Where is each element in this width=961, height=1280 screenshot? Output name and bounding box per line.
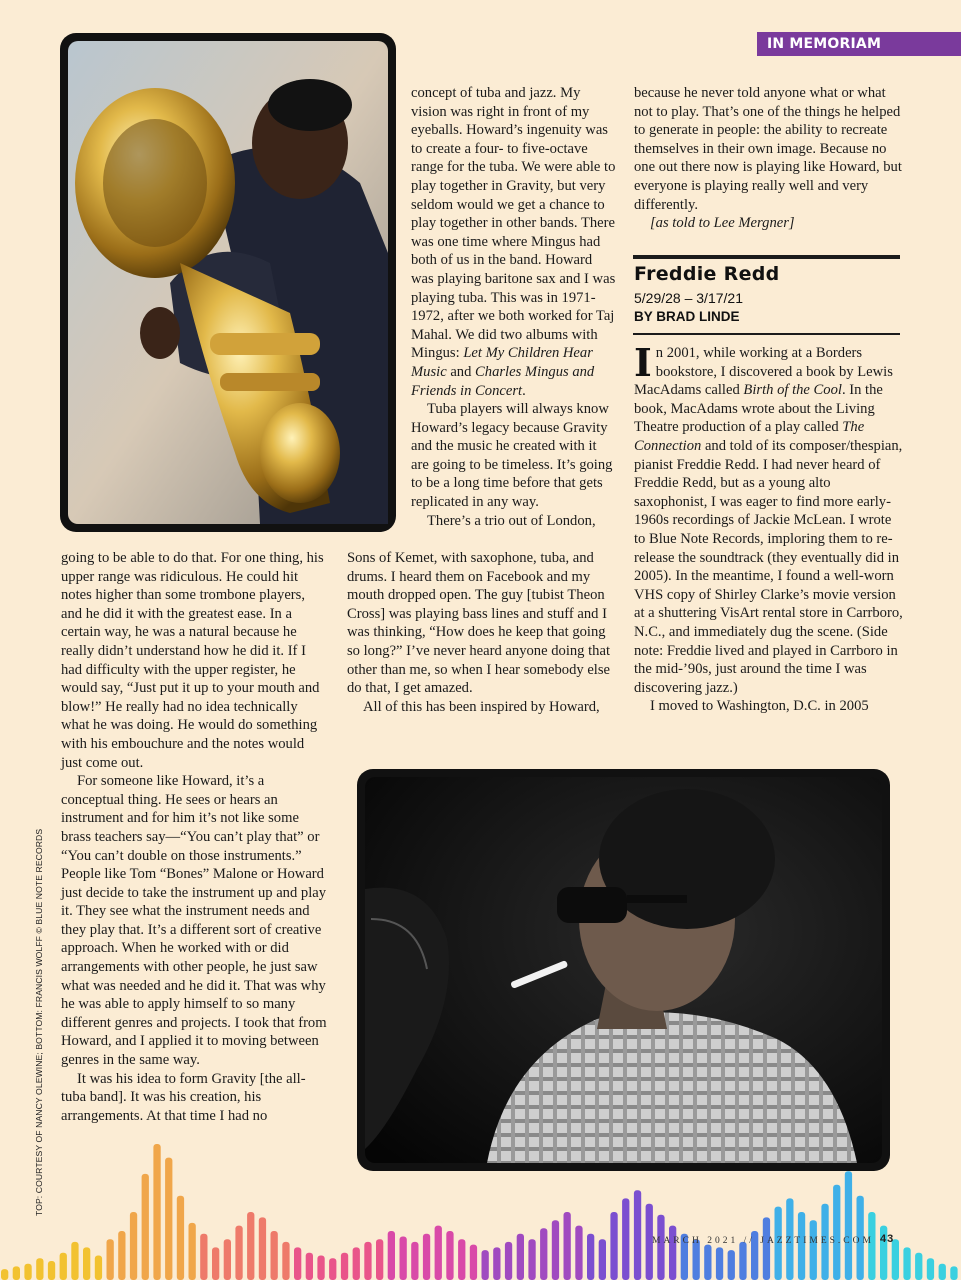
paragraph: Sons of Kemet, with saxophone, tuba, and drums. I heard them on Facebook and my mouth dropped open. The guy [tubist Theon Cross] was playing bass lines and stuff and I was thinking, “How does he keep that going so long?” I’ve never heard anyone doing that other than me, so when I hear somebody else do that, I get amazed. (347, 550, 611, 697)
equalizer-bar (271, 1231, 278, 1280)
obit-name: Freddie Redd (634, 263, 780, 285)
paragraph: I moved to Washington, D.C. in 2005 (650, 698, 869, 715)
equalizer-bar (247, 1212, 254, 1280)
equalizer-bar (458, 1239, 465, 1280)
equalizer-bar (528, 1239, 535, 1280)
equalizer-bar (259, 1217, 266, 1280)
paragraph: Tuba players will always know Howard’s legacy because Gravity and the music he created with it are going to be timeless. It’s going to be a long time before that gets replicated in any way. (411, 401, 613, 511)
equalizer-bar (810, 1220, 817, 1280)
equalizer-bar (739, 1242, 746, 1280)
page-number: 43 (880, 1233, 895, 1245)
equalizer-bar (482, 1250, 489, 1280)
equalizer-bar (763, 1217, 770, 1280)
equalizer-bar (282, 1242, 289, 1280)
section-banner: IN MEMORIAM (757, 32, 961, 56)
equalizer-bar (470, 1245, 477, 1280)
footer-text: MARCH 2021 // JAZZTIMES.COM (652, 1236, 874, 1246)
equalizer-bar (212, 1247, 219, 1280)
paragraph: concept of tuba and jazz. My vision was right in front of my eyeballs. Howard’s ingenuity was to create a four- to five-octave range for the tuba. We were able to play together in Gravity, but very seldom would we get a chance to play together in other bands. There was one time where Mingus had both of us in the band. Howard was playing baritone sax and I was playing tuba. This was in 1971-1972, after we both worked for Taj Mahal. We did two albums with Mingus: Let My Children Hear Music and Charles Mingus and Friends in Concert. (411, 85, 616, 399)
equalizer-bar (728, 1250, 735, 1280)
photo-credit: TOP: COURTESY OF NANCY OLEWINE; BOTTOM: FRANCIS WOLFF © BLUE NOTE RECORDS (34, 828, 44, 1216)
equalizer-bar (599, 1239, 606, 1280)
equalizer-bar (177, 1196, 184, 1280)
equalizer-bar (376, 1239, 383, 1280)
equalizer-bar (189, 1223, 196, 1280)
obit-rule-bottom (633, 333, 900, 335)
equalizer-bar (892, 1239, 899, 1280)
equalizer-bar (423, 1234, 430, 1280)
equalizer-bar (587, 1234, 594, 1280)
equalizer-bar (634, 1190, 641, 1280)
equalizer-bar (704, 1245, 711, 1280)
top-photo (60, 33, 396, 532)
equalizer-bars (0, 1140, 961, 1280)
equalizer-bar (575, 1226, 582, 1280)
equalizer-bar (142, 1174, 149, 1280)
paragraph: going to be able to do that. For one thing, his upper range was ridiculous. He could hit notes higher than some trombone players, and he did it with the greatest ease. In a certain way, he was a natural because he really didn’t understand how he did it. If I had difficulty with the upper register, he would say, “Just put it up to your mouth and blow!” He really had no idea technically what he was doing. He would do something with his embouchure and the notes would just come out. (61, 550, 324, 771)
equalizer-bar (364, 1242, 371, 1280)
equalizer-bar (153, 1144, 160, 1280)
equalizer-bar (224, 1239, 231, 1280)
equalizer-bar (669, 1226, 676, 1280)
equalizer-bar (118, 1231, 125, 1280)
column-1 (61, 549, 328, 1125)
obit-byline: BY BRAD LINDE (634, 309, 740, 324)
equalizer-bar (915, 1253, 922, 1280)
equalizer-bar (564, 1212, 571, 1280)
equalizer-bar (903, 1247, 910, 1280)
equalizer-bar (306, 1253, 313, 1280)
equalizer-bar (798, 1212, 805, 1280)
equalizer-bar (24, 1264, 31, 1280)
equalizer-bar (939, 1264, 946, 1280)
drop-cap: I (634, 340, 652, 385)
equalizer-bar (493, 1247, 500, 1280)
equalizer-bar (411, 1242, 418, 1280)
equalizer-bar (446, 1231, 453, 1280)
equalizer-bar (341, 1253, 348, 1280)
equalizer-bar (95, 1256, 102, 1280)
equalizer-bar (622, 1198, 629, 1280)
equalizer-bar (130, 1212, 137, 1280)
equalizer-bar (13, 1266, 20, 1280)
equalizer-bar (329, 1258, 336, 1280)
equalizer-bar (610, 1212, 617, 1280)
paragraph: In 2001, while working at a Borders bookstore, I discovered a book by Lewis MacAdams called Birth of the Cool. In the book, MacAdams wrote about the Living Theatre production of a play called The Connection and told of its composer/thespian, pianist Freddie Redd. I had never heard of Freddie Redd, but as a young alto saxophonist, I was eager to find more early-1960s recordings of Jackie McLean. I wrote to Blue Note Records, imploring them to re-release the soundtrack (they eventually did in 2005). In the meantime, I found a well-worn VHS copy of Shirley Clarke’s movie version at a shuttering VisArt rental store in Carrboro, N.C., and immediately dug the scene. (Side note: Freddie lived and played in Carrboro in the mid-’90s, just around the time I was discovering jazz.) (634, 340, 903, 696)
equalizer-bar (317, 1256, 324, 1280)
equalizer-bar (294, 1247, 301, 1280)
equalizer-bar (716, 1247, 723, 1280)
equalizer-bar (83, 1247, 90, 1280)
equalizer-bar (657, 1215, 664, 1280)
paragraph: because he never told anyone what or what not to play. That’s one of the things he helped to generate in people: the ability to recreate themselves in their own image. Because no one out there now is playing like Howard, but everyone is playing really well and very differently. (634, 85, 902, 213)
equalizer-bar (165, 1158, 172, 1280)
equalizer-bar (833, 1185, 840, 1280)
bottom-photo (357, 769, 890, 1171)
equalizer-bar (435, 1226, 442, 1280)
equalizer-bar (1, 1269, 8, 1280)
equalizer-bar (552, 1220, 559, 1280)
equalizer-bar (868, 1212, 875, 1280)
equalizer-bar (200, 1234, 207, 1280)
column-3-obit (634, 340, 904, 716)
column-2-top (411, 84, 617, 530)
equalizer-bar (517, 1234, 524, 1280)
equalizer-bar (71, 1242, 78, 1280)
obit-rule-top (633, 255, 900, 259)
equalizer-bar (950, 1266, 957, 1280)
obit-dates: 5/29/28 – 3/17/21 (634, 290, 743, 306)
equalizer-bar (60, 1253, 67, 1280)
paragraph: It was his idea to form Gravity [the all-tuba band]. It was his creation, his arrangements. At that time I had no (61, 1070, 306, 1124)
column-2-bottom (347, 549, 617, 716)
equalizer-bar (927, 1258, 934, 1280)
equalizer-bar (48, 1261, 55, 1280)
equalizer-bar (540, 1228, 547, 1280)
paragraph: There’s a trio out of London, (427, 512, 596, 529)
equalizer-bar (505, 1242, 512, 1280)
equalizer-bar (845, 1171, 852, 1280)
equalizer-bar (36, 1258, 43, 1280)
equalizer-bar (353, 1247, 360, 1280)
as-told-credit: [as told to Lee Mergner] (650, 215, 795, 232)
equalizer-bar (107, 1239, 114, 1280)
paragraph: All of this has been inspired by Howard, (363, 698, 600, 715)
column-3-top (634, 84, 904, 233)
equalizer-bar (235, 1226, 242, 1280)
equalizer-bar (400, 1237, 407, 1280)
paragraph: For someone like Howard, it’s a conceptual thing. He sees or hears an instrument and for him it’s not like some brass teachers say—“You can’t play that” or “You can’t double on those instruments.” People like Tom “Bones” Malone or Howard just decide to take the instrument up and play it. They see what the instrument needs and they play that. It’s a different sort of creative approach. When he worked with or did arrangements with other people, he just saw what was needed and he did it. That was why he was able to apply himself to so many different genres and projects. I took that from Howard, and I applied it to moving between genres in the same way. (61, 773, 327, 1069)
equalizer-bar (388, 1231, 395, 1280)
